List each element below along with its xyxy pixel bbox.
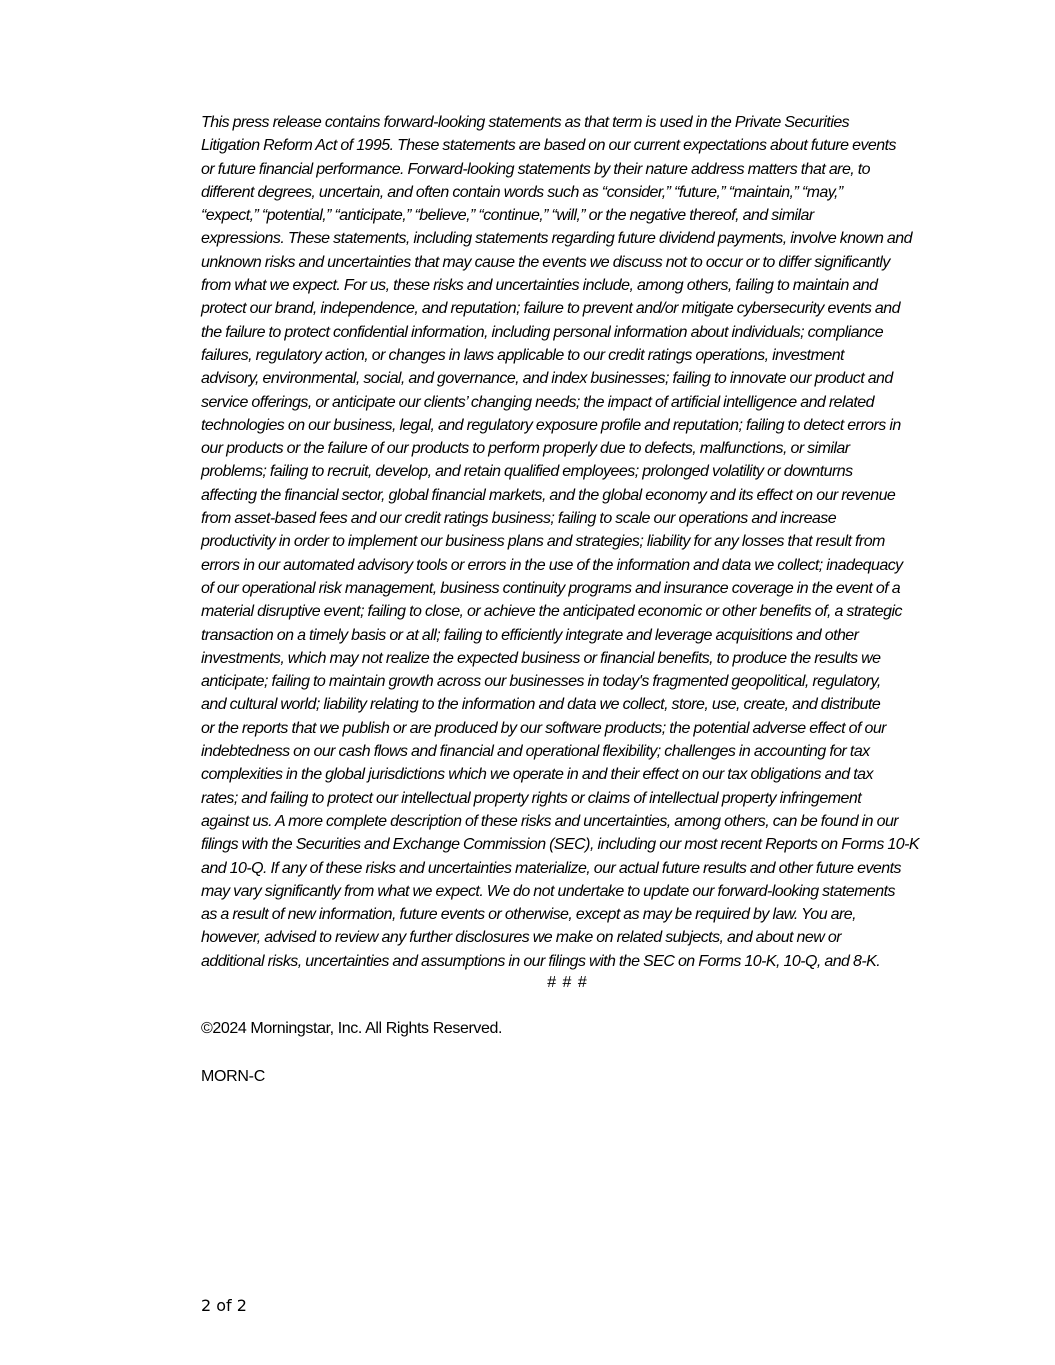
section-separator: # # # [547, 974, 588, 991]
ticker-code: MORN-C [201, 1068, 265, 1085]
forward-looking-statements-disclaimer: This press release contains forward-looking statements as that term is used in the Private Securities Litigation Reform Act of 1995. These statements are based on our current expectations about future events or future financial performance. Forward-looking statements by their nature address matters that are, to different degrees, uncertain, and often contain words such as “consider,” “future,” “maintain,” “may,” “expect,” “potential,” “anticipate,” “believe,” “continue,” “will,” or the negative thereof, and similar expressions. These statements, including statements regarding future dividend payments, involve known and unknown risks and uncertainties that may cause the events we discuss not to occur or to differ significantly from what we expect. For us, these risks and uncertainties include, among others, failing to maintain and protect our brand, independence, and reputation; failure to prevent and/or mitigate cybersecurity events and the failure to protect confidential information, including personal information about individuals; compliance failures, regulatory action, or changes in laws applicable to our credit ratings operations, investment advisory, environmental, social, and governance, and index businesses; failing to innovate our product and service offerings, or anticipate our clients’ changing needs; the impact of artificial intelligence and related technologies on our business, legal, and regulatory exposure profile and reputation; failing to detect errors in our products or the failure of our products to perform properly due to defects, malfunctions, or similar problems; failing to recruit, develop, and retain qualified employees; prolonged volatility or downturns affecting the financial sector, global financial markets, and the global economy and its effect on our revenue from asset-based fees and our credit ratings business; failing to scale our operations and increase productivity in order to implement our business plans and strategies; liability for any losses that result from errors in our automated advisory tools or errors in the use of the information and data we collect; inadequacy of our operational risk management, business continuity programs and insurance coverage in the event of a material disruptive event; failing to close, or achieve the anticipated economic or other benefits of, a strategic transaction on a timely basis or at all; failing to efficiently integrate and leverage acquisitions and other investments, which may not realize the expected business or financial benefits, to produce the results we anticipate; failing to maintain growth across our businesses in today's fragmented geopolitical, regulatory, and cultural world; liability relating to the information and data we collect, store, use, create, and distribute or the reports that we publish or are produced by our software products; the potential adverse effect of our indebtedness on our cash flows and financial and operational flexibility; challenges in accounting for tax complexities in the global jurisdictions which we operate in and their effect on our tax obligations and tax rates; and failing to protect our intellectual property rights or claims of intellectual property infringement against us. A more complete description of these risks and uncertainties, among others, can be found in our filings with the Securities and Exchange Commission (SEC), including our most recent Reports on Forms 10-K and 10-Q. If any of these risks and uncertainties materialize, our actual future results and other future events may vary significantly from what we expect. We do not undertake to update our forward-looking statements as a result of new information, future events or otherwise, except as may be required by law. You are, however, advised to review any further disclosures we make on related subjects, and about new or additional risks, uncertainties and assumptions in our filings with the SEC on Forms 10-K, 10-Q, and 8-K. [201, 114, 919, 970]
copyright-notice: ©2024 Morningstar, Inc. All Rights Reserved. [201, 1020, 503, 1037]
page-number: 2 of 2 [201, 1296, 247, 1315]
